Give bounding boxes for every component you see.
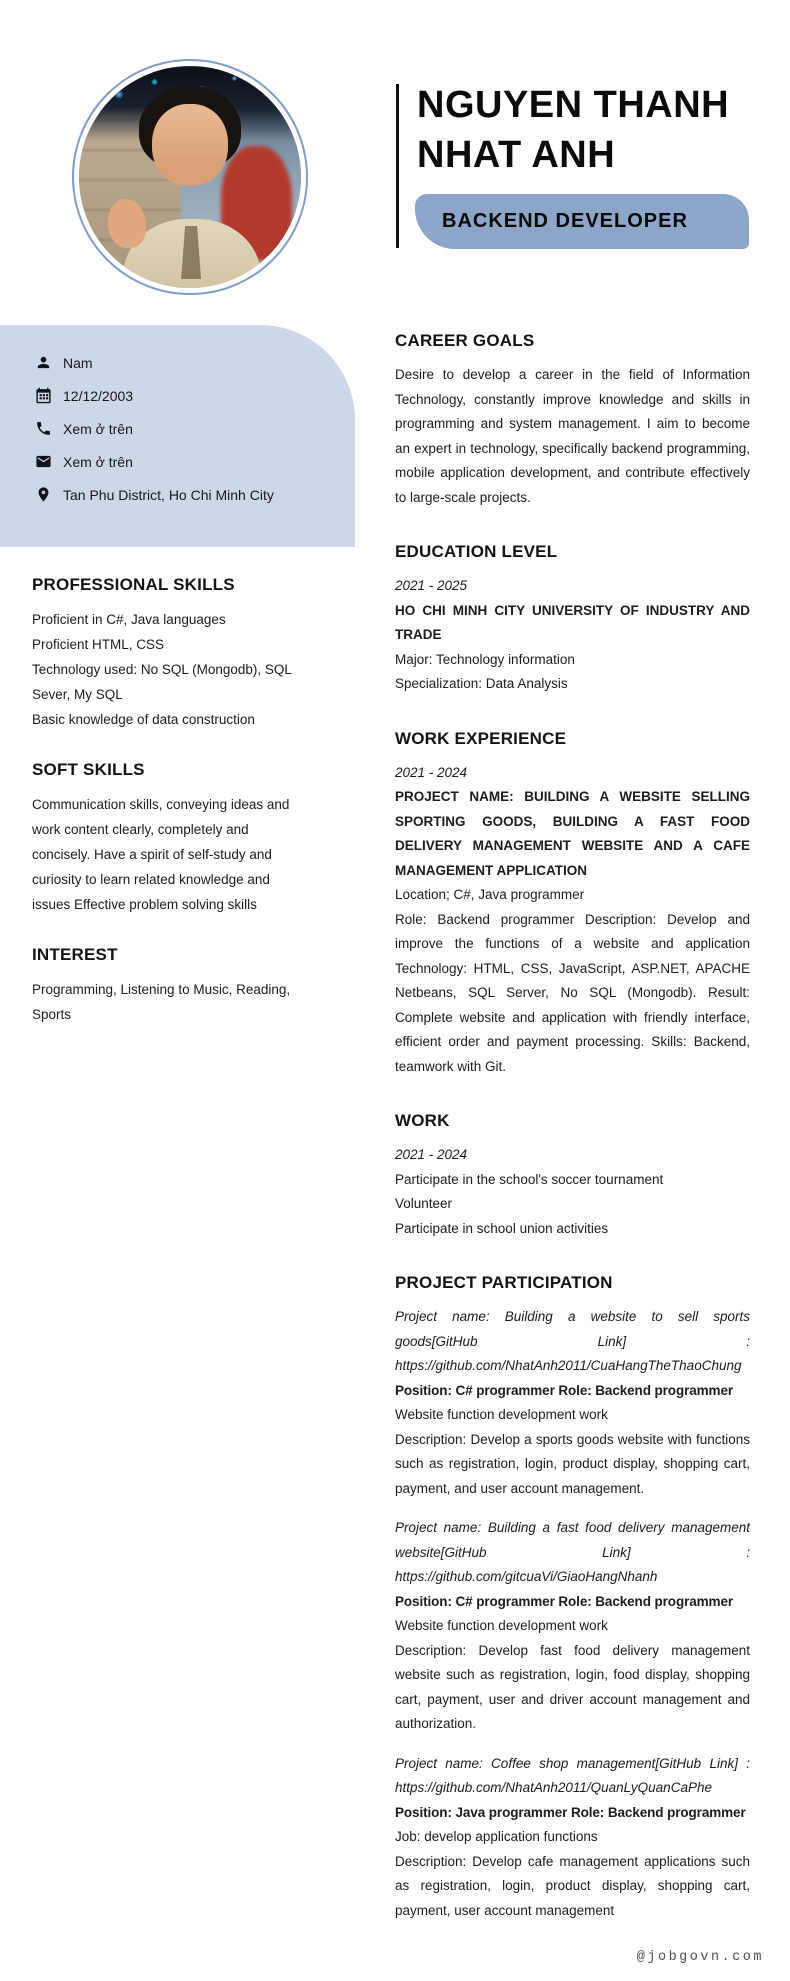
contact-item-address: [35, 485, 335, 505]
candidate-name-line1: NGUYEN THANH: [417, 84, 730, 126]
project-position: Position: C# programmer Role: Backend programmer: [395, 1593, 734, 1609]
email-icon: [35, 453, 52, 470]
contact-item-birthdate: [35, 386, 335, 406]
profile-photo-ring: [72, 59, 308, 295]
phone-icon: [35, 420, 52, 437]
projects-title: PROJECT PARTICIPATION: [395, 1273, 613, 1292]
location-icon: [35, 486, 52, 503]
section-projects: [395, 1271, 750, 1923]
project-job: Website function development work: [395, 1407, 608, 1422]
photo-person-hand: [108, 199, 146, 248]
site-watermark: @jobgovn.com: [636, 1950, 764, 1965]
interest-title: INTEREST: [32, 945, 118, 964]
project-position: Position: C# programmer Role: Backend programmer: [395, 1382, 734, 1398]
contact-address-value: Tan Phu District, Ho Chi Minh City: [63, 487, 274, 503]
candidate-name: [417, 80, 777, 180]
career-goals-text: Desire to develop a career in the field of Information Technology, constantly improve knowledge and skills in programming and system management. I aim to become an expert in technology, specifically backend programming, mobile application development, and contribute effectively to large-scale projects.: [395, 367, 750, 505]
career-goals-title: CAREER GOALS: [395, 331, 535, 350]
section-soft-skills: [32, 758, 309, 917]
education-school: HO CHI MINH CITY UNIVERSITY OF INDUSTRY AND TRADE: [395, 602, 750, 642]
work-title: WORK: [395, 1111, 450, 1130]
project-description: Description: Develop fast food delivery management website such as registration, login, food display, shopping cart, payment, user and driver account management and authorization.: [395, 1642, 750, 1731]
interest-text: Programming, Listening to Music, Reading, Sports: [32, 982, 291, 1022]
project-item: [395, 1752, 750, 1924]
skill-line: Proficient HTML, CSS: [32, 637, 165, 652]
section-professional-skills: [32, 573, 309, 732]
work-experience-project-name: PROJECT NAME: BUILDING A WEBSITE SELLING SPORTING GOODS, BUILDING A FAST FOOD DELIVERY MANAGEMENT WEBSITE AND A CAFE MANAGEMENT APPLICATION: [395, 789, 750, 878]
section-career-goals: [395, 329, 750, 510]
contact-item-gender: [35, 353, 335, 373]
project-description: Description: Develop cafe management applications such as registration, login, product display, shopping cart, payment, user account management: [395, 1853, 750, 1918]
education-major: Major: Technology information: [395, 651, 575, 667]
calendar-icon: [35, 387, 52, 404]
skill-line: Proficient in C#, Java languages: [32, 612, 226, 627]
project-description: Description: Develop a sports goods website with functions such as registration, login, product display, shopping cart, payment, and user account management.: [395, 1431, 750, 1496]
skill-line: Basic knowledge of data construction: [32, 712, 255, 727]
role-badge-label: BACKEND DEVELOPER: [442, 210, 688, 232]
work-experience-period: 2021 - 2024: [395, 764, 468, 780]
education-period: 2021 - 2025: [395, 578, 468, 593]
work-line: Participate in school union activities: [395, 1220, 609, 1236]
section-interest: [32, 943, 309, 1027]
photo-person-face: [152, 104, 227, 186]
person-icon: [35, 354, 52, 371]
contact-email-value: Xem ở trên: [63, 454, 133, 470]
contact-gender-value: Nam: [63, 355, 93, 371]
project-intro: Project name: Building a website to sell sports goods[GitHub Link] : https://github.com/NhatAnh2011/CuaHangTheThaoChung: [395, 1309, 750, 1373]
section-work-experience: [395, 727, 750, 1080]
project-job: Website function development work: [395, 1618, 608, 1633]
work-experience-location: Location; C#, Java programmer: [395, 887, 585, 902]
project-intro: Project name: Building a fast food delivery management website[GitHub Link] : https://github.com/gitcuaVi/GiaoHangNhanh: [395, 1520, 750, 1584]
section-work: [395, 1109, 750, 1241]
contact-item-email: [35, 452, 335, 472]
contact-phone-value: Xem ở trên: [63, 421, 133, 437]
soft-skills-title: SOFT SKILLS: [32, 760, 145, 779]
header-divider-bar: [396, 84, 399, 248]
candidate-name-line2: NHAT ANH: [417, 134, 616, 176]
section-education: [395, 540, 750, 697]
right-column: [395, 325, 750, 1923]
education-title: EDUCATION LEVEL: [395, 542, 558, 561]
work-period: 2021 - 2024: [395, 1147, 468, 1162]
contact-info-box: [0, 325, 355, 547]
project-item: [395, 1305, 750, 1501]
project-intro: Project name: Coffee shop management[GitHub Link] : https://github.com/NhatAnh2011/QuanLyQuanCaPhe: [395, 1755, 750, 1795]
soft-skills-text: Communication skills, conveying ideas and work content clearly, completely and concisely. Have a spirit of self-study and curiosity to learn related knowledge and issues Effective problem solving skills: [32, 797, 290, 912]
contact-item-phone: [35, 419, 335, 439]
skill-line: Technology used: No SQL (Mongodb), SQL Sever, My SQL: [32, 662, 292, 702]
work-line: Volunteer: [395, 1196, 453, 1211]
project-job: Job: develop application functions: [395, 1829, 598, 1844]
left-column: [0, 547, 355, 1027]
project-position: Position: Java programmer Role: Backend programmer: [395, 1804, 746, 1820]
work-experience-description: Role: Backend programmer Description: Develop and improve the functions of a website and application Technology: HTML, CSS, JavaScript, ASP.NET, APACHE Netbeans, SQL Server, No SQL (Mongodb). Result: Complete website and application with friendly interface, efficient order and payment processing. Skills: Backend, teamwork with Git.: [395, 911, 750, 1074]
role-badge: [415, 194, 749, 249]
work-experience-title: WORK EXPERIENCE: [395, 728, 567, 748]
work-line: Participate in the school's soccer tournament: [395, 1171, 664, 1187]
professional-skills-title: PROFESSIONAL SKILLS: [32, 575, 235, 594]
project-item: [395, 1516, 750, 1737]
contact-birthdate-value: 12/12/2003: [63, 388, 134, 404]
profile-photo: [79, 66, 301, 288]
education-specialization: Specialization: Data Analysis: [395, 676, 568, 691]
